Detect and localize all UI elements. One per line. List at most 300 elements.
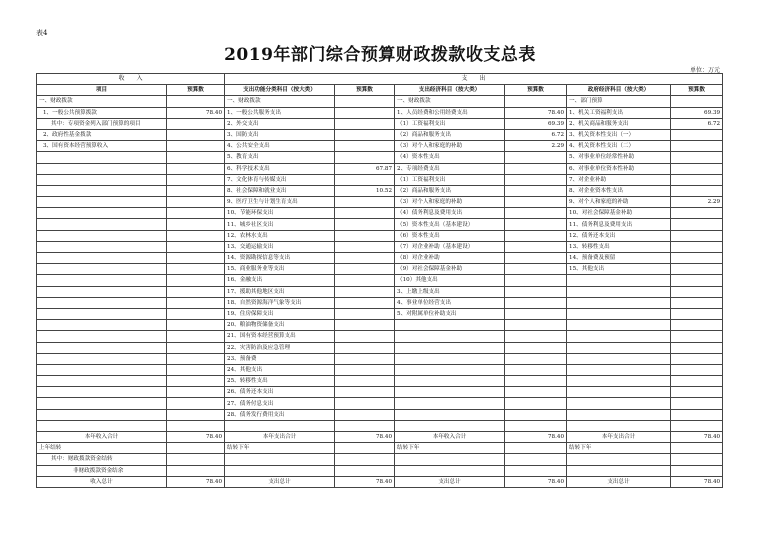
header-row	[37, 85, 723, 96]
amount-cell	[335, 409, 395, 420]
item-cell	[37, 286, 167, 297]
item-cell: （2）商品和服务支出	[395, 185, 505, 196]
item-cell: 1、一般公共预算拨款	[37, 107, 167, 118]
item-cell	[567, 342, 671, 353]
table-row	[37, 129, 723, 140]
table-row	[37, 174, 723, 185]
amount-cell	[167, 420, 225, 431]
item-cell	[567, 364, 671, 375]
item-cell: 28、债务发行费用支出	[225, 409, 335, 420]
amount-cell	[167, 331, 225, 342]
amount-cell	[505, 152, 567, 163]
item-cell: 收入总计	[37, 476, 167, 487]
item-cell: 结转下年	[567, 443, 671, 454]
item-cell: （4）资本性支出	[395, 152, 505, 163]
item-cell: 一、财政拨款	[225, 96, 335, 107]
budget-table	[36, 73, 723, 488]
amount-cell	[335, 275, 395, 286]
amount-cell	[335, 308, 395, 319]
item-cell	[567, 275, 671, 286]
table-row	[37, 297, 723, 308]
table-row	[37, 197, 723, 208]
amount-cell	[335, 398, 395, 409]
header-cell: 预算数	[335, 85, 395, 96]
table-row	[37, 320, 723, 331]
amount-cell	[167, 96, 225, 107]
item-cell	[37, 275, 167, 286]
item-cell	[37, 264, 167, 275]
item-cell: 其中：专项资金列入部门预算的项目	[37, 118, 167, 129]
item-cell: 14、资源勘探信息等支出	[225, 253, 335, 264]
amount-cell	[167, 286, 225, 297]
item-cell	[37, 420, 167, 431]
item-cell: 4、机关资本性支出（二）	[567, 141, 671, 152]
table-row	[37, 264, 723, 275]
amount-cell	[167, 174, 225, 185]
header-cell: 预算数	[167, 85, 225, 96]
amount-cell	[505, 241, 567, 252]
table-row	[37, 409, 723, 420]
amount-cell	[505, 387, 567, 398]
item-cell: （3）对个人和家庭的补助	[395, 197, 505, 208]
table-row	[37, 342, 723, 353]
item-cell	[395, 387, 505, 398]
amount-cell	[671, 454, 723, 465]
amount-cell	[671, 230, 723, 241]
amount-cell	[335, 107, 395, 118]
table-row	[37, 185, 723, 196]
item-cell	[567, 387, 671, 398]
item-cell	[37, 152, 167, 163]
table-row	[37, 364, 723, 375]
amount-cell: 2.29	[505, 141, 567, 152]
amount-cell	[505, 342, 567, 353]
unit-label: 单位：万元	[689, 67, 720, 74]
item-cell	[37, 353, 167, 364]
item-cell: 3、国有资本经营预算收入	[37, 141, 167, 152]
table-row	[37, 432, 723, 443]
amount-cell: 10.52	[335, 185, 395, 196]
amount-cell	[671, 129, 723, 140]
amount-cell	[167, 275, 225, 286]
amount-cell	[167, 409, 225, 420]
amount-cell	[335, 241, 395, 252]
item-cell	[37, 219, 167, 230]
item-cell	[567, 353, 671, 364]
table-row	[37, 163, 723, 174]
table-row	[37, 398, 723, 409]
amount-cell	[671, 376, 723, 387]
amount-cell	[671, 308, 723, 319]
item-cell: （2）商品和服务支出	[395, 129, 505, 140]
item-cell: 14、预备费及预留	[567, 253, 671, 264]
amount-cell	[335, 174, 395, 185]
amount-cell: 78.40	[167, 107, 225, 118]
item-cell: 24、其他支出	[225, 364, 335, 375]
item-cell	[395, 454, 505, 465]
amount-cell	[505, 454, 567, 465]
expense-section: 支 出	[225, 74, 723, 85]
item-cell: （1）工资福利支出	[395, 174, 505, 185]
amount-cell: 78.40	[671, 432, 723, 443]
item-cell	[395, 409, 505, 420]
amount-cell	[167, 129, 225, 140]
table-row	[37, 454, 723, 465]
item-cell: 21、国有资本经营预算支出	[225, 331, 335, 342]
item-cell	[567, 297, 671, 308]
item-cell	[37, 376, 167, 387]
item-cell: 12、债务还本支出	[567, 230, 671, 241]
table-row	[37, 353, 723, 364]
table-row	[37, 141, 723, 152]
item-cell: 11、债务利息及费用支出	[567, 219, 671, 230]
item-cell	[567, 465, 671, 476]
amount-cell	[335, 141, 395, 152]
item-cell: 10、对社会保障基金补助	[567, 208, 671, 219]
table-row	[37, 286, 723, 297]
item-cell: 5、教育支出	[225, 152, 335, 163]
item-cell: 结转下年	[225, 443, 335, 454]
item-cell: （5）资本性支出（基本建设）	[395, 219, 505, 230]
amount-cell	[671, 331, 723, 342]
item-cell	[225, 420, 335, 431]
item-cell	[37, 308, 167, 319]
item-cell: 25、转移性支出	[225, 376, 335, 387]
amount-cell	[505, 331, 567, 342]
amount-cell	[505, 308, 567, 319]
item-cell: 本年收入合计	[395, 432, 505, 443]
amount-cell: 67.87	[335, 163, 395, 174]
sheet-label: 表4	[36, 29, 48, 37]
item-cell	[37, 297, 167, 308]
amount-cell	[671, 409, 723, 420]
table-row	[37, 107, 723, 118]
item-cell: 22、灾害防治及应急管理	[225, 342, 335, 353]
item-cell	[395, 376, 505, 387]
amount-cell	[671, 443, 723, 454]
amount-cell	[335, 331, 395, 342]
amount-cell: 78.40	[167, 432, 225, 443]
amount-cell	[671, 297, 723, 308]
item-cell: （8）对企业补助	[395, 253, 505, 264]
amount-cell	[671, 420, 723, 431]
amount-cell	[505, 163, 567, 174]
table-row	[37, 331, 723, 342]
item-cell: 12、农林水支出	[225, 230, 335, 241]
amount-cell	[671, 185, 723, 196]
item-cell: 15、其他支出	[567, 264, 671, 275]
amount-cell	[167, 208, 225, 219]
item-cell: 17、援助其他地区支出	[225, 286, 335, 297]
amount-cell	[671, 387, 723, 398]
item-cell	[37, 387, 167, 398]
item-cell	[37, 320, 167, 331]
item-cell	[37, 398, 167, 409]
amount-cell	[167, 465, 225, 476]
header-cell: 预算数	[671, 85, 723, 96]
item-cell: 9、对个人和家庭的补助	[567, 197, 671, 208]
amount-cell: 6.72	[505, 129, 567, 140]
item-cell: 3、机关资本性支出（一）	[567, 129, 671, 140]
item-cell: 16、金融支出	[225, 275, 335, 286]
amount-cell	[505, 420, 567, 431]
item-cell: 其中：财政拨款资金结转	[37, 454, 167, 465]
table-row	[37, 443, 723, 454]
item-cell: 一、财政拨款	[37, 96, 167, 107]
amount-cell: 78.40	[505, 107, 567, 118]
item-cell: 5、对事业单位经常性补助	[567, 152, 671, 163]
amount-cell	[671, 208, 723, 219]
amount-cell: 78.40	[505, 432, 567, 443]
item-cell	[37, 331, 167, 342]
amount-cell	[167, 152, 225, 163]
item-cell: 3、国防支出	[225, 129, 335, 140]
item-cell: 19、住房保障支出	[225, 308, 335, 319]
amount-cell	[335, 230, 395, 241]
amount-cell	[505, 185, 567, 196]
amount-cell	[335, 219, 395, 230]
amount-cell	[505, 197, 567, 208]
item-cell	[225, 454, 335, 465]
amount-cell	[167, 264, 225, 275]
amount-cell	[505, 230, 567, 241]
item-cell: （9）对社会保障基金补助	[395, 264, 505, 275]
amount-cell	[671, 163, 723, 174]
item-cell: 18、自然资源海洋气象等支出	[225, 297, 335, 308]
table-row	[37, 308, 723, 319]
amount-cell	[671, 141, 723, 152]
item-cell	[395, 364, 505, 375]
item-cell	[567, 376, 671, 387]
header-cell: 政府经济科目（按大类）	[567, 85, 671, 96]
item-cell	[37, 163, 167, 174]
item-cell: 13、交通运输支出	[225, 241, 335, 252]
amount-cell	[335, 420, 395, 431]
table-row	[37, 208, 723, 219]
item-cell: 支出总计	[395, 476, 505, 487]
amount-cell	[167, 387, 225, 398]
item-cell: 非财政拨款资金结余	[37, 465, 167, 476]
item-cell	[37, 241, 167, 252]
amount-cell	[335, 96, 395, 107]
item-cell: 2、专项经费支出	[395, 163, 505, 174]
item-cell: 8、社会保障和就业支出	[225, 185, 335, 196]
section-row	[37, 74, 723, 85]
amount-cell	[335, 253, 395, 264]
amount-cell	[335, 129, 395, 140]
item-cell: 13、转移性支出	[567, 241, 671, 252]
item-cell: 10、节能环保支出	[225, 208, 335, 219]
amount-cell	[505, 208, 567, 219]
amount-cell	[505, 96, 567, 107]
amount-cell	[671, 253, 723, 264]
table-row	[37, 152, 723, 163]
amount-cell	[505, 320, 567, 331]
amount-cell	[167, 398, 225, 409]
amount-cell: 78.40	[671, 476, 723, 487]
amount-cell	[505, 465, 567, 476]
amount-cell: 78.40	[505, 476, 567, 487]
item-cell	[37, 208, 167, 219]
item-cell: （3）对个人和家庭的补助	[395, 141, 505, 152]
amount-cell	[167, 230, 225, 241]
item-cell: （1）工资福利支出	[395, 118, 505, 129]
amount-cell	[167, 364, 225, 375]
item-cell: 6、科学技术支出	[225, 163, 335, 174]
amount-cell	[671, 96, 723, 107]
item-cell: 26、债务还本支出	[225, 387, 335, 398]
item-cell	[567, 320, 671, 331]
item-cell	[395, 398, 505, 409]
header-cell: 支出经济科目（按大类）	[395, 85, 505, 96]
amount-cell	[167, 342, 225, 353]
amount-cell	[167, 308, 225, 319]
amount-cell	[671, 398, 723, 409]
amount-cell	[505, 174, 567, 185]
item-cell: 支出总计	[225, 476, 335, 487]
amount-cell	[505, 364, 567, 375]
amount-cell	[671, 320, 723, 331]
amount-cell	[671, 264, 723, 275]
income-section: 收 入	[37, 74, 225, 85]
table-row	[37, 230, 723, 241]
amount-cell	[671, 152, 723, 163]
page-title: 2019年部门综合预算财政拨款收支总表	[224, 45, 536, 65]
amount-cell	[335, 297, 395, 308]
amount-cell	[335, 443, 395, 454]
item-cell	[395, 465, 505, 476]
item-cell: 本年收入合计	[37, 432, 167, 443]
item-cell: 本年支出合计	[567, 432, 671, 443]
amount-cell	[335, 286, 395, 297]
amount-cell	[505, 264, 567, 275]
item-cell	[395, 320, 505, 331]
amount-cell	[167, 376, 225, 387]
item-cell: 6、对事业单位资本性补助	[567, 163, 671, 174]
item-cell: 23、预备费	[225, 353, 335, 364]
amount-cell	[167, 253, 225, 264]
amount-cell	[671, 275, 723, 286]
amount-cell	[335, 465, 395, 476]
item-cell	[37, 230, 167, 241]
amount-cell	[505, 219, 567, 230]
item-cell: 9、医疗卫生与计划生育支出	[225, 197, 335, 208]
amount-cell	[505, 275, 567, 286]
item-cell: （10）其他支出	[395, 275, 505, 286]
header-cell: 项目	[37, 85, 167, 96]
item-cell	[37, 409, 167, 420]
amount-cell	[167, 219, 225, 230]
header-cell: 预算数	[505, 85, 567, 96]
item-cell	[567, 398, 671, 409]
item-cell: 1、人员经费和公用经费支出	[395, 107, 505, 118]
amount-cell	[335, 342, 395, 353]
table-row	[37, 376, 723, 387]
item-cell: 5、对附属单位补助支出	[395, 308, 505, 319]
item-cell: 11、城乡社区支出	[225, 219, 335, 230]
amount-cell	[167, 185, 225, 196]
item-cell	[395, 420, 505, 431]
amount-cell: 69.39	[671, 107, 723, 118]
amount-cell	[335, 118, 395, 129]
amount-cell	[505, 253, 567, 264]
item-cell: 2、政府性基金拨款	[37, 129, 167, 140]
amount-cell: 78.40	[335, 432, 395, 443]
amount-cell	[335, 320, 395, 331]
table-row	[37, 465, 723, 476]
item-cell	[37, 174, 167, 185]
amount-cell	[167, 241, 225, 252]
amount-cell: 2.29	[671, 197, 723, 208]
table-row	[37, 387, 723, 398]
amount-cell	[671, 364, 723, 375]
header-cell: 支出功能分类科目（按大类）	[225, 85, 335, 96]
item-cell	[37, 253, 167, 264]
item-cell: 上年结转	[37, 443, 167, 454]
amount-cell	[671, 342, 723, 353]
item-cell: 4、事业单位经营支出	[395, 297, 505, 308]
amount-cell	[167, 454, 225, 465]
item-cell: 结转下年	[395, 443, 505, 454]
item-cell	[567, 420, 671, 431]
amount-cell: 6.72	[671, 118, 723, 129]
amount-cell	[671, 241, 723, 252]
item-cell	[395, 342, 505, 353]
amount-cell	[335, 197, 395, 208]
amount-cell	[167, 141, 225, 152]
amount-cell	[505, 297, 567, 308]
item-cell: 7、文化体育与传媒支出	[225, 174, 335, 185]
amount-cell	[505, 286, 567, 297]
item-cell: 4、公共安全支出	[225, 141, 335, 152]
item-cell	[395, 353, 505, 364]
item-cell	[567, 409, 671, 420]
amount-cell	[167, 297, 225, 308]
item-cell	[395, 331, 505, 342]
amount-cell	[335, 264, 395, 275]
amount-cell	[167, 118, 225, 129]
item-cell: 1、一般公共服务支出	[225, 107, 335, 118]
item-cell	[567, 308, 671, 319]
item-cell: （6）资本性支出	[395, 230, 505, 241]
amount-cell	[335, 208, 395, 219]
amount-cell	[167, 443, 225, 454]
amount-cell: 69.39	[505, 118, 567, 129]
item-cell: （4）债务利息及费用支出	[395, 208, 505, 219]
item-cell: 本年支出合计	[225, 432, 335, 443]
table-row	[37, 96, 723, 107]
amount-cell	[167, 353, 225, 364]
amount-cell	[505, 376, 567, 387]
amount-cell	[671, 353, 723, 364]
table-row	[37, 275, 723, 286]
table-row	[37, 476, 723, 487]
item-cell: 2、外交支出	[225, 118, 335, 129]
amount-cell	[167, 320, 225, 331]
item-cell	[567, 331, 671, 342]
amount-cell	[167, 163, 225, 174]
item-cell: 20、粮油物资储备支出	[225, 320, 335, 331]
item-cell: （7）对企业补助（基本建设）	[395, 241, 505, 252]
item-cell: 2、机关商品和服务支出	[567, 118, 671, 129]
table-row	[37, 118, 723, 129]
amount-cell	[335, 152, 395, 163]
amount-cell	[671, 219, 723, 230]
item-cell	[567, 286, 671, 297]
item-cell: 3、上缴上级支出	[395, 286, 505, 297]
item-cell	[37, 364, 167, 375]
amount-cell	[505, 353, 567, 364]
